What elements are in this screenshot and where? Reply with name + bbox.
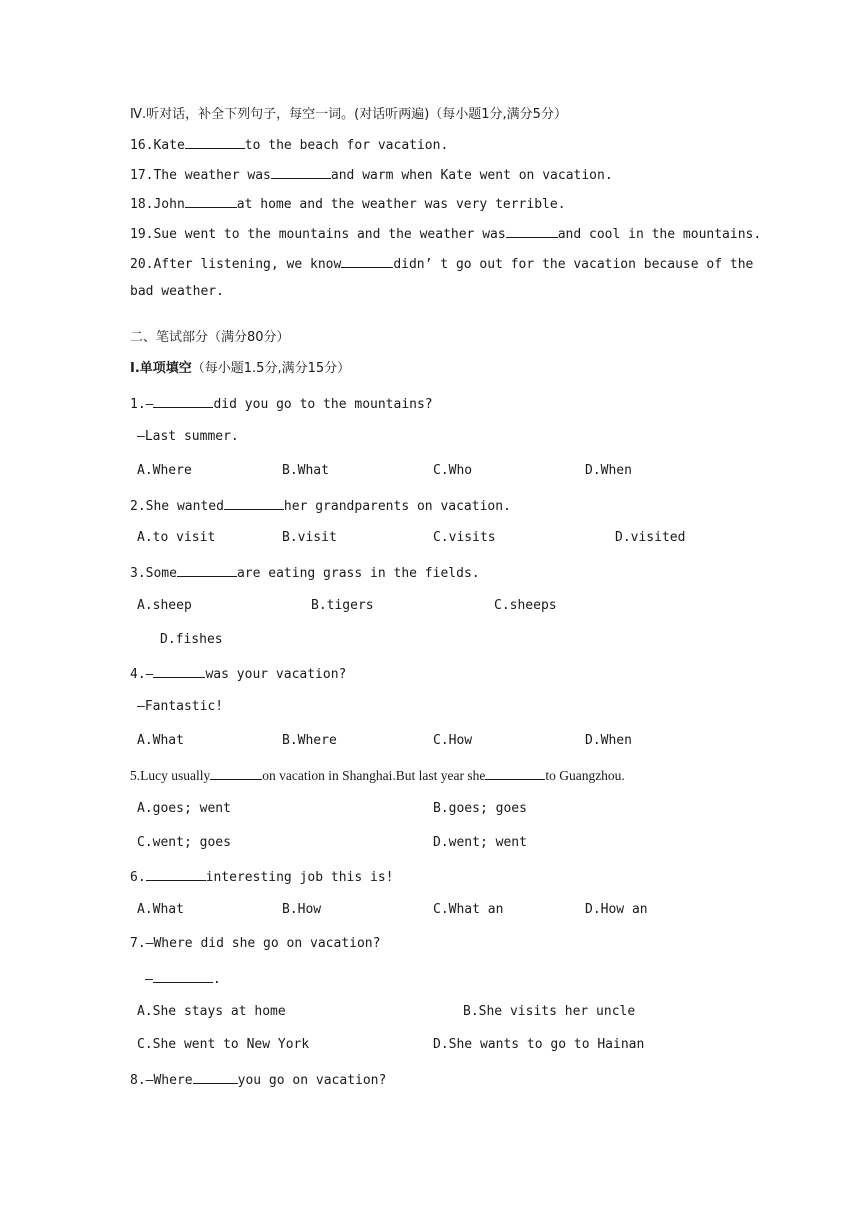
question-4-text-end: was your vacation? [205, 667, 347, 682]
option-c[interactable]: C.went; goes [137, 835, 231, 850]
option-a[interactable]: A.sheep [137, 598, 192, 613]
question-17-text-end: and warm when Kate went on vacation. [330, 168, 613, 183]
question-20-text: 20.After listening, we know [130, 257, 342, 272]
option-b[interactable]: B.tigers [311, 598, 374, 613]
option-a[interactable]: A.Where [137, 463, 192, 478]
question-5-text-mid: on vacation in Shanghai.But last year she [262, 768, 486, 783]
question-19-text-end: and cool in the mountains. [557, 227, 762, 242]
option-a[interactable]: A.What [137, 902, 184, 917]
option-b[interactable]: B.visit [282, 530, 337, 545]
question-18-text: 18.John [130, 197, 185, 212]
option-a[interactable]: A.to visit [137, 530, 216, 545]
answer-blank[interactable] [485, 766, 545, 780]
option-b[interactable]: B.goes; goes [433, 801, 527, 816]
question-5-text: 5.Lucy usually [130, 768, 211, 783]
question-8 [130, 1070, 386, 1090]
question-16-text-end: to the beach for vacation. [244, 138, 449, 153]
question-19-text: 19.Sue went to the mountains and the weather was [130, 227, 506, 242]
question-3-text: 3.Some [130, 566, 177, 581]
option-c[interactable]: C.She went to New York [137, 1037, 310, 1052]
answer-blank[interactable] [153, 664, 205, 678]
option-c[interactable]: C.Who [433, 463, 473, 478]
question-2-text: 2.She wanted [130, 499, 224, 514]
option-d[interactable]: D.When [585, 733, 632, 748]
question-18 [130, 194, 566, 214]
option-a[interactable]: A.She stays at home [137, 1004, 286, 1019]
option-d[interactable]: D.She wants to go to Hainan [433, 1037, 645, 1052]
answer-blank[interactable] [153, 394, 213, 408]
answer-blank[interactable] [185, 194, 237, 208]
question-1-text-end: did you go to the mountains? [213, 397, 433, 412]
question-5 [130, 766, 625, 785]
option-d[interactable]: D.When [585, 463, 632, 478]
option-c[interactable]: C.sheeps [494, 598, 557, 613]
question-17-text: 17.The weather was [130, 168, 271, 183]
answer-blank[interactable] [185, 135, 245, 149]
option-a[interactable]: A.What [137, 733, 184, 748]
option-b[interactable]: B.How [282, 902, 322, 917]
section-iv-heading: Ⅳ.听对话，补全下列句子，每空一词。(对话听两遍)（每小题1分,满分5分） [130, 107, 567, 122]
question-7-reply-dash: — [145, 972, 153, 987]
question-6-text-end: interesting job this is! [205, 870, 394, 885]
answer-blank[interactable] [153, 969, 213, 983]
section-i-note: （每小题1.5分,满分15分） [191, 361, 351, 376]
question-5-text-end: to Guangzhou. [545, 768, 625, 783]
question-1 [130, 394, 433, 414]
question-20-continued: bad weather. [130, 284, 224, 299]
question-18-text-end: at home and the weather was very terrible. [236, 197, 566, 212]
option-c[interactable]: C.visits [433, 530, 496, 545]
question-8-text-end: you go on vacation? [237, 1073, 387, 1088]
question-16 [130, 135, 448, 155]
question-2 [130, 496, 511, 516]
question-6 [130, 867, 394, 887]
answer-blank[interactable] [506, 224, 558, 238]
question-7: 7.—Where did she go on vacation? [130, 936, 381, 951]
option-c[interactable]: C.How [433, 733, 473, 748]
option-d[interactable]: D.went; went [433, 835, 527, 850]
question-4 [130, 664, 346, 684]
option-c[interactable]: C.What an [433, 902, 504, 917]
question-4-text: 4.— [130, 667, 154, 682]
question-4-reply: —Fantastic! [137, 699, 224, 714]
option-a[interactable]: A.goes; went [137, 801, 231, 816]
question-8-text: 8.—Where [130, 1073, 193, 1088]
option-d[interactable]: D.visited [615, 530, 686, 545]
answer-blank[interactable] [177, 563, 237, 577]
question-19 [130, 224, 761, 244]
question-2-text-end: her grandparents on vacation. [283, 499, 511, 514]
answer-blank[interactable] [341, 254, 393, 268]
section-i-title: Ⅰ.单项填空 [130, 361, 192, 376]
question-7-reply-end: . [212, 972, 221, 987]
question-20 [130, 254, 753, 274]
part-2-heading: 二、笔试部分（满分80分） [130, 330, 290, 345]
answer-blank[interactable] [224, 496, 284, 510]
answer-blank[interactable] [271, 165, 331, 179]
answer-blank[interactable] [146, 867, 206, 881]
option-b[interactable]: B.She visits her uncle [463, 1004, 636, 1019]
option-d[interactable]: D.fishes [160, 632, 223, 647]
question-7-reply [145, 969, 221, 989]
question-6-text: 6. [130, 870, 146, 885]
answer-blank[interactable] [193, 1070, 238, 1084]
option-d[interactable]: D.How an [585, 902, 648, 917]
section-i-heading [130, 360, 350, 378]
answer-blank[interactable] [210, 766, 262, 780]
question-1-reply: —Last summer. [137, 429, 239, 444]
question-16-text: 16.Kate [130, 138, 185, 153]
question-20-text-end: didn’ t go out for the vacation because of the [393, 257, 754, 272]
question-17 [130, 165, 613, 185]
option-b[interactable]: B.What [282, 463, 329, 478]
option-b[interactable]: B.Where [282, 733, 337, 748]
question-3 [130, 563, 480, 583]
question-3-text-end: are eating grass in the fields. [236, 566, 480, 581]
question-1-text: 1.— [130, 397, 154, 412]
